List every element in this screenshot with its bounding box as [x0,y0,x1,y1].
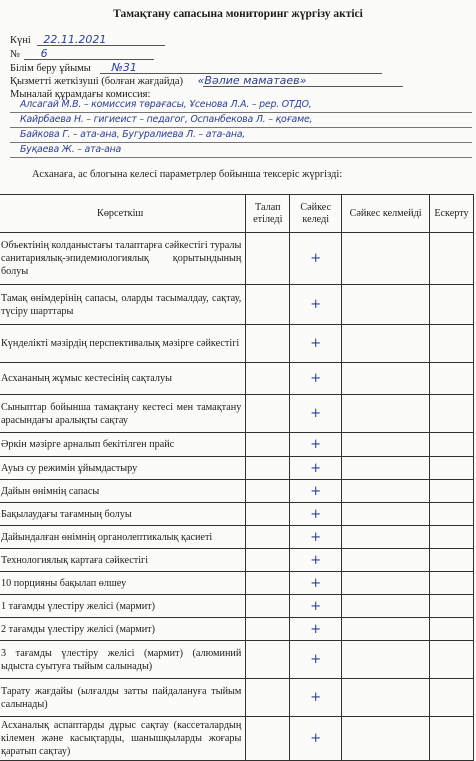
matches-cell [290,325,342,363]
note-cell [429,618,473,641]
indicator-cell: 2 тағамды үлестіру желісі (мармит) [0,618,246,641]
plus-mark: + [310,598,322,614]
table-row [0,233,474,285]
indicator-cell: Ауыз су режимін ұйымдастыру [0,457,246,480]
plus-mark: + [310,483,322,499]
indicator-cell: Тамақ өнімдерінің сапасы, оларды тасымалдау, сақтау, түсіру шарттары [0,285,246,325]
header-note: Ескерту [429,195,473,233]
matches-cell [290,679,342,717]
table-row [0,363,474,395]
commission-line [10,116,472,128]
note-cell [429,572,473,595]
required-cell [246,717,290,761]
plus-mark: + [310,690,322,705]
plus-mark: + [310,460,322,476]
not-matches-cell [342,457,430,480]
plus-mark: + [310,251,322,266]
table-row [0,526,474,549]
document-title: Тамақтану сапасына мониторинг жүргізу актісі [113,8,363,20]
not-matches-cell [342,285,430,325]
commission-line [10,131,472,143]
note-cell [429,457,473,480]
plus-mark: + [310,336,322,351]
header-matches: Сәйкес келеді [290,195,342,233]
matches-cell [290,641,342,679]
commission-member-text: Буқаева Ж. – ата-ана [20,144,122,155]
note-cell [429,595,473,618]
school-label: Білім беру ұйымы [10,63,91,74]
indicator-cell: Бақылаудағы тағамның болуы [0,503,246,526]
indicator-cell: Технологиялық картаға сәйкестігі [0,549,246,572]
indicator-cell: Тарату жағдайы (ылғалды затты пайдалануға тыйым салынады) [0,679,246,717]
not-matches-cell [342,480,430,503]
matches-cell [290,526,342,549]
not-matches-cell [342,641,430,679]
required-cell [246,503,290,526]
commission-label: Мыналай құрамдағы комиссия: [10,89,151,100]
plus-mark: + [310,552,322,568]
not-matches-cell [342,325,430,363]
required-cell [246,526,290,549]
table-row [0,325,474,363]
school-value: №31 [111,61,137,74]
note-cell [429,480,473,503]
table-row [0,641,474,679]
note-cell [429,526,473,549]
not-matches-cell [342,395,430,433]
matches-cell [290,433,342,457]
plus-mark: + [310,297,322,312]
header-not-matches: Сәйкес келмейді [342,195,430,233]
not-matches-cell [342,717,430,761]
indicator-cell: Дайындалған өнімнің органолептикалық қасиеті [0,526,246,549]
table-row [0,717,474,761]
matches-cell [290,457,342,480]
table-row [0,503,474,526]
table-header-row [0,195,474,233]
plus-mark: + [310,731,322,746]
date-underline [37,45,165,46]
indicator-cell: Асханалық аспаптарды дұрыс сақтау (кассеталардың кілемен және касықтарды, шанышқыларды жоғары қаратып сақтау) [0,717,246,761]
not-matches-cell [342,526,430,549]
note-cell [429,549,473,572]
matches-cell [290,233,342,285]
required-cell [246,679,290,717]
required-cell [246,457,290,480]
date-value: 22.11.2021 [43,33,107,46]
table-row [0,433,474,457]
table-row [0,618,474,641]
number-underline [24,59,154,60]
indicator-cell: Күнделікті мәзірдің перспективалық мәзірге сәйкестігі [0,325,246,363]
note-cell [429,503,473,526]
intro-text: Асханаға, ас блогына келесі параметрлер бойынша тексеріс жүргізді: [32,169,343,180]
commission-block [10,89,472,155]
note-cell [429,679,473,717]
table-row [0,595,474,618]
plus-mark: + [310,652,322,667]
note-cell [429,395,473,433]
required-cell [246,285,290,325]
not-matches-cell [342,679,430,717]
date-label: Күні [10,35,31,46]
note-cell [429,363,473,395]
required-cell [246,233,290,285]
matches-cell [290,549,342,572]
plus-mark: + [310,506,322,522]
table-row [0,457,474,480]
table-row [0,395,474,433]
required-cell [246,641,290,679]
note-cell [429,233,473,285]
table-row [0,480,474,503]
matches-cell [290,503,342,526]
note-cell [429,717,473,761]
required-cell [246,572,290,595]
header-required: Талап етіледі [246,195,290,233]
matches-cell [290,363,342,395]
indicator-cell: Объектінің колданыстағы талаптарға сәйкестігі туралы санитариялық-эпидемиологиялық қорытындының болуы [0,233,246,285]
not-matches-cell [342,572,430,595]
commission-member-text: Кайрбаева Н. – гигиеист – педагог, Оспанбекова Л. – қоғаме, [20,114,313,125]
required-cell [246,325,290,363]
required-cell [246,395,290,433]
matches-cell [290,285,342,325]
not-matches-cell [342,503,430,526]
plus-mark: + [310,575,322,591]
required-cell [246,595,290,618]
number-label: № [10,49,21,60]
not-matches-cell [342,363,430,395]
note-cell [429,641,473,679]
supplier-value: «Bәлие маматаев» [197,74,307,87]
commission-member-text: Алсагай М.В. – комиссия төрағасы, Ұсенова Л.А. – рер. ОТДО, [20,99,312,110]
plus-mark: + [310,621,322,637]
not-matches-cell [342,549,430,572]
commission-line [10,101,472,113]
plus-mark: + [310,529,322,545]
indicator-cell: Әркін мәзірге арналып бекітілген прайс [0,433,246,457]
indicator-cell: 3 тағамды үлестіру желісі (мармит) (алюминий ыдыста суытуға тыйым салынады) [0,641,246,679]
plus-mark: + [310,437,322,452]
commission-line [10,146,472,158]
header-indicator: Көрсеткіш [0,195,246,233]
table-row [0,549,474,572]
indicator-cell: Асхананың жұмыс кестесінің сақталуы [0,363,246,395]
plus-mark: + [310,406,322,421]
note-cell [429,285,473,325]
not-matches-cell [342,233,430,285]
required-cell [246,433,290,457]
monitoring-table [0,194,474,761]
not-matches-cell [342,618,430,641]
note-cell [429,433,473,457]
required-cell [246,480,290,503]
note-cell [429,325,473,363]
matches-cell [290,595,342,618]
plus-mark: + [310,371,322,386]
required-cell [246,618,290,641]
not-matches-cell [342,433,430,457]
indicator-cell: 10 порцияны бақылап өлшеу [0,572,246,595]
indicator-cell: Сыныптар бойынша тамақтану кестесі мен тамақтану арасындағы аралықты сақтау [0,395,246,433]
matches-cell [290,480,342,503]
not-matches-cell [342,595,430,618]
supplier-underline [203,86,403,87]
table-row [0,679,474,717]
indicator-cell: Дайын өнімнің сапасы [0,480,246,503]
matches-cell [290,717,342,761]
table-row [0,572,474,595]
table-row [0,285,474,325]
matches-cell [290,395,342,433]
required-cell [246,549,290,572]
number-value: 6 [40,47,48,60]
commission-member-text: Байкова Г. – ата-ана, Бугуралиева Л. – ата-ана, [20,129,246,140]
matches-cell [290,572,342,595]
matches-cell [290,618,342,641]
indicator-cell: 1 тағамды үлестіру желісі (мармит) [0,595,246,618]
required-cell [246,363,290,395]
supplier-label: Қызметті жеткізуші (болған жағдайда) [10,76,184,87]
